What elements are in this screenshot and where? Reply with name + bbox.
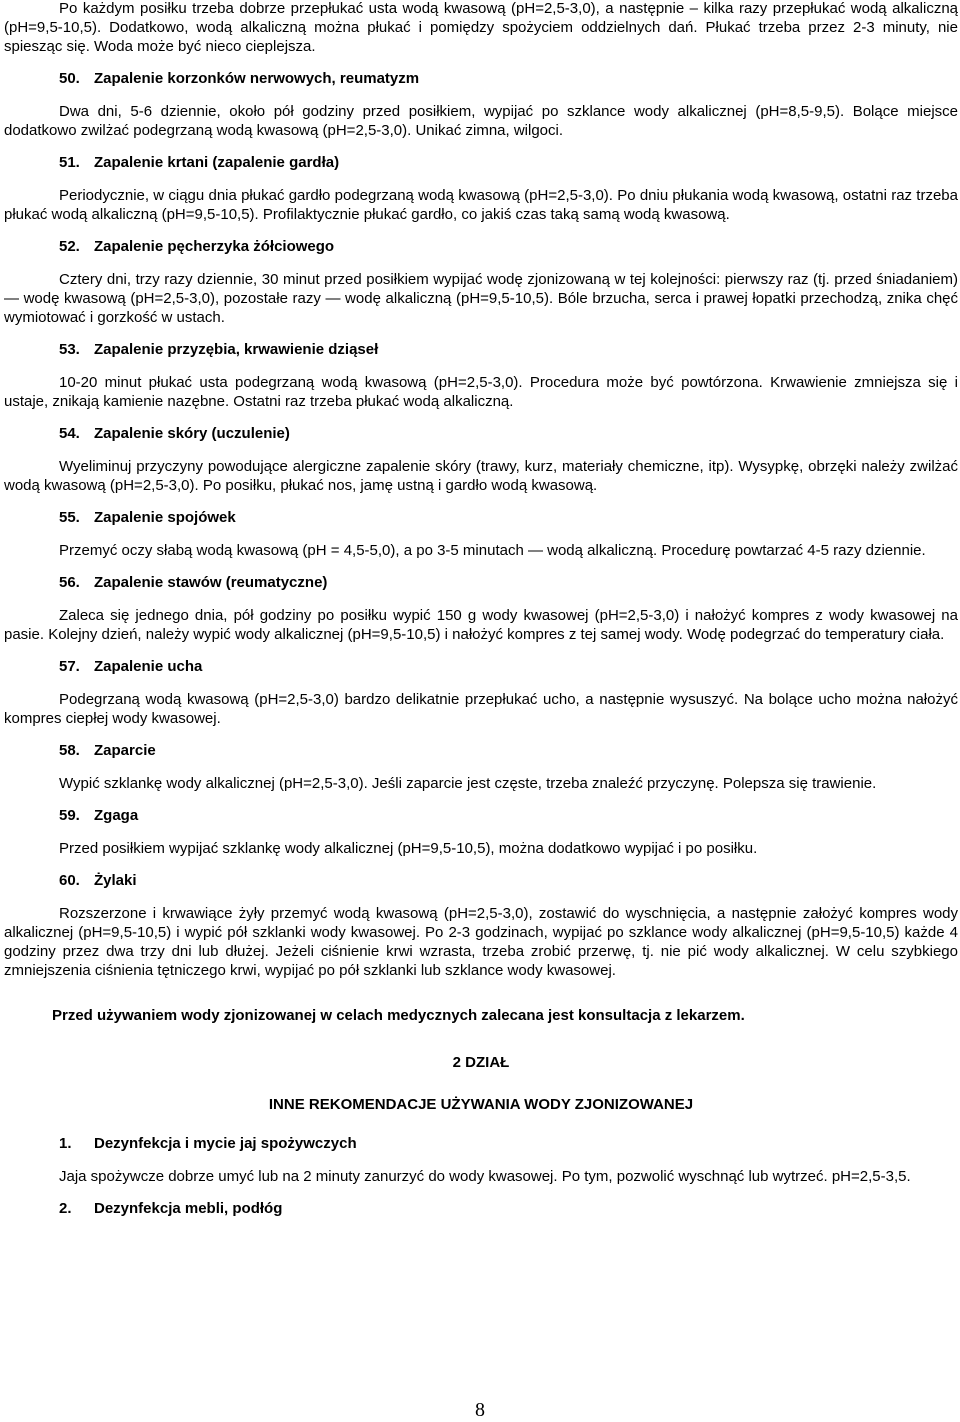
section-55 [4,508,958,560]
section-number: 60. [59,872,80,889]
section-title: Żylaki [94,872,137,889]
section-heading [4,573,958,592]
section-title: Zgaga [94,807,139,824]
section-title: Zapalenie spojówek [94,509,236,526]
section-heading [4,1134,958,1153]
section-heading [4,508,958,527]
section-text: Rozszerzone i krwawiące żyły przemyć wodą kwasową (pH=2,5-3,0), zostawić do wyschnięcia, a następnie założyć kompres wody alkalicznej (pH=9,5-10,5) i wypić pół szklanki wody kwasowej. Po 2-3 godzinach, wypijać po szklance wody alkalicznej (pH=9,5-10,5) każde 4 godziny przez dwa trzy dni lub dłużej. Jeżeli ciśnienie krwi wzrasta, trzeba zrobić przerwę, tj. nie pić wody alkalicznej. W celu szybkiego zmniejszenia ciśnienia tętniczego krwi, wypijać po pół szklanki lub szklance wody kwasowej. [4,905,958,979]
section-52 [4,237,958,327]
section-text: Przed posiłkiem wypijać szklankę wody alkalicznej (pH=9,5-10,5), można dodatkowo wypijać i po posiłku. [59,840,758,857]
section-text: Podegrzaną wodą kwasową (pH=2,5-3,0) bardzo delikatnie przepłukać ucho, a następnie wysuszyć. Na bolące ucho można nałożyć kompres ciepłej wody kwasowej. [4,691,958,727]
section-title: Zaparcie [94,742,156,759]
section-text: Wypić szklankę wody alkalicznej (pH=2,5-3,0). Jeśli zaparcie jest częste, trzeba znaleźć przyczynę. Polepsza się trawienie. [59,775,877,792]
section-heading [4,153,958,172]
section-50 [4,69,958,140]
section-number: 2. [59,1200,72,1217]
section-heading [4,1199,958,1218]
section2-2 [4,1199,958,1218]
section-heading [4,69,958,88]
section-number: 50. [59,70,80,87]
section-heading [4,806,958,825]
dzial-subtitle: INNE REKOMENDACJE UŻYWANIA WODY ZJONIZOWANEJ [268,1096,694,1113]
section-title: Zapalenie pęcherzyka żółciowego [94,238,335,255]
section-heading [4,340,958,359]
section-text: Cztery dni, trzy razy dziennie, 30 minut przed posiłkiem wypijać wodę zjonizowaną w tej kolejności: pierwszy raz (tj. przed śniadaniem) — wodę kwasową (pH=2,5-3,0), pozostałe razy — wodę alkaliczną (pH=9,5-10,5). Bóle brzucha, serca i prawej łopatki przechodzą, znika chęć wymiotować i gorzkość w ustach. [4,271,958,326]
section-number: 58. [59,742,80,759]
section-text: Jaja spożywcze dobrze umyć lub na 2 minuty zanurzyć do wody kwasowej. Po tym, pozwolić wyschnąć lub wytrzeć. pH=2,5-3,5. [59,1168,911,1185]
section-number: 54. [59,425,80,442]
section-54 [4,424,958,495]
section-51 [4,153,958,224]
page-number: 8 [475,1399,485,1421]
section-title: Zapalenie krtani (zapalenie gardła) [94,154,340,171]
section-53 [4,340,958,411]
section-text: Periodycznie, w ciągu dnia płukać gardło podegrzaną wodą kwasową (pH=2,5-3,0). Po dniu płukania wodą kwasową, ostatni raz trzeba płukać wodą alkaliczną (pH=9,5-10,5). Profilaktycznie płukać gardło, co jakiś czas taką samą wodą kwasową. [4,187,958,223]
document-content [4,0,958,1232]
section-number: 51. [59,154,80,171]
section-heading [4,871,958,890]
section2-1 [4,1134,958,1186]
section-56 [4,573,958,644]
section-number: 52. [59,238,80,255]
section-heading [4,424,958,443]
section-title: Zapalenie ucha [94,658,203,675]
section-title: Zapalenie przyzębia, krwawienie dziąseł [94,341,379,358]
section-number: 57. [59,658,80,675]
section-text: 10-20 minut płukać usta podegrzaną wodą kwasową (pH=2,5-3,0). Procedura może być powtórzona. Krwawienie zmniejsza się i ustaje, znikają kamienie nazębne. Ostatni raz trzeba płukać wodą alkaliczną. [4,374,958,410]
section-title: Zapalenie skóry (uczulenie) [94,425,290,442]
section-60 [4,871,958,980]
section-text: Dwa dni, 5-6 dziennie, około pół godziny przed posiłkiem, wypijać po szklance wody alkalicznej (pH=8,5-9,5). Bolące miejsce dodatkowo zwilżać podegrzaną wodą kwasową (pH=2,5-3,0). Unikać zimna, wilgoci. [4,103,958,139]
section-title: Zapalenie stawów (reumatyczne) [94,574,328,591]
section-number: 1. [59,1135,72,1152]
section-59 [4,806,958,858]
section-57 [4,657,958,728]
section-number: 53. [59,341,80,358]
section-number: 56. [59,574,80,591]
dzial-title: 2 DZIAŁ [452,1054,510,1071]
section-heading [4,657,958,676]
section-title: Dezynfekcja mebli, podłóg [94,1200,283,1217]
section-text: Wyeliminuj przyczyny powodujące alergiczne zapalenie skóry (trawy, kurz, materiały chemiczne, itp). Wysypkę, obrzęki należy zwilżać wodą kwasową (pH=2,5-3,0). Po posiłku, płukać nos, jamę ustną i gardło wodą kwasową. [4,458,958,494]
section-heading [4,741,958,760]
intro-paragraph: Po każdym posiłku trzeba dobrze przepłukać usta wodą kwasową (pH=2,5-3,0), a następnie – kilka razy przepłukać wodą alkaliczną (pH=9,5-10,5). Dodatkowo, wodą alkaliczną można płukać i pomiędzy spożyciem oddzielnych dań. Płukać trzeba przez 2-3 minuty, nie spiesząc się. Woda może być nieco cieplejsza. [4,0,958,55]
section-text: Przemyć oczy słabą wodą kwasową (pH = 4,5-5,0), a po 3-5 minutach — wodą alkaliczną. Procedurę powtarzać 4-5 razy dziennie. [59,542,926,559]
section-number: 59. [59,807,80,824]
section-58 [4,741,958,793]
medical-notice: Przed używaniem wody zjonizowanej w celach medycznych zalecana jest konsultacja z lekarzem. [52,1007,745,1024]
section-title: Zapalenie korzonków nerwowych, reumatyzm [94,70,420,87]
section-title: Dezynfekcja i mycie jaj spożywczych [94,1135,357,1152]
section-number: 55. [59,509,80,526]
section-heading [4,237,958,256]
section-text: Zaleca się jednego dnia, pół godziny po posiłku wypić 150 g wody kwasowej (pH=2,5-3,0) i nałożyć kompres z wody kwasowej na pasie. Kolejny dzień, należy wypić wody alkalicznej (pH=9,5-10,5) i nałożyć kompres z tej samej wody. Wodę podegrzać do temperatury ciała. [4,607,958,643]
